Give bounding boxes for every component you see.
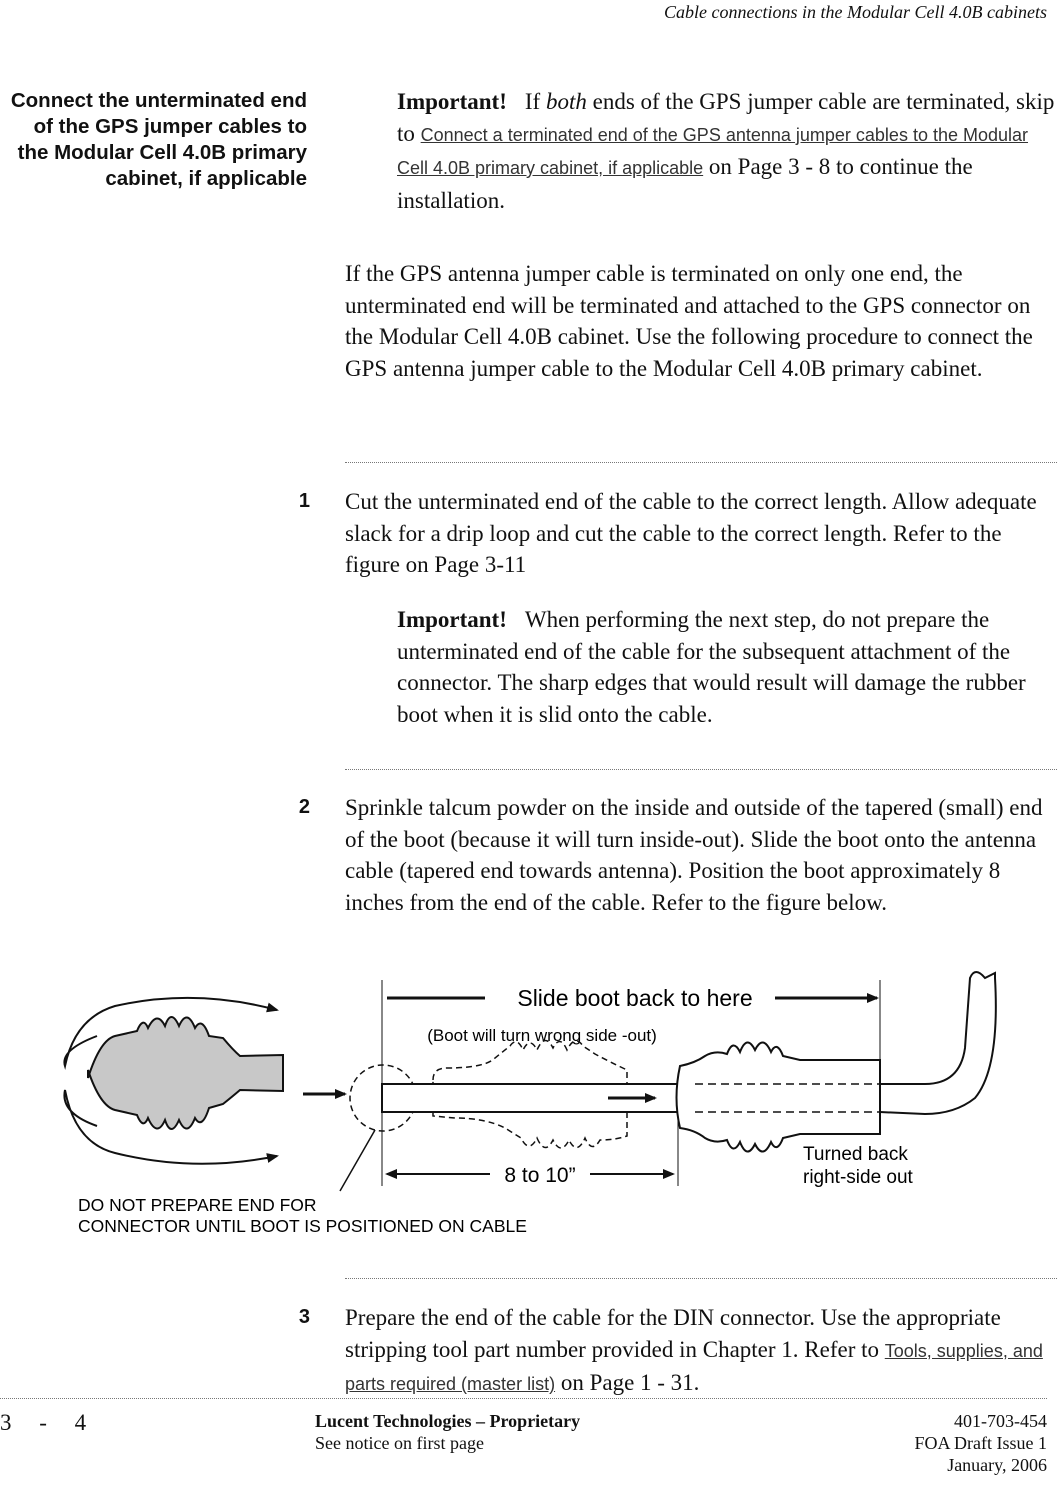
note-emphasis: both (545, 89, 587, 114)
step-text: Prepare the end of the cable for the DIN connector. Use the appropriate stripping tool part number provided in Chapter 1. Refer to (345, 1305, 1001, 1362)
step-number: 1 (298, 490, 310, 512)
running-head: Cable connections in the Modular Cell 4.0B cabinets (664, 2, 1047, 22)
step-divider (345, 462, 1057, 463)
step-text: on Page 1 - 31. (555, 1370, 700, 1395)
intro-paragraph: If the GPS antenna jumper cable is terminated on only one end, the unterminated end will be terminated and attached to the GPS connector on the Modular Cell 4.0B cabinet. Use the following procedure to connect the GPS antenna jumper cable to the Modular Cell 4.0B primary cabinet. (345, 261, 1033, 381)
section-heading: Connect the unterminated end of the GPS jumper cables to the Modular Cell 4.0B primary cabinet, if applicable (10, 89, 307, 190)
step-1-text: Cut the unterminated end of the cable to the correct length. Allow adequate slack for a drip loop and cut the cable to the correct length. Refer to the figure on Page 3-11 (345, 489, 1037, 577)
cross-reference-link[interactable]: Connect a terminated end of the GPS antenna jumper cables to the Modular Cell 4.0B primary cabinet, if applicable (397, 124, 1029, 178)
company-name: Lucent Technologies – Proprietary (315, 1411, 581, 1431)
turned-back-label-1: Turned back (803, 1144, 908, 1165)
note-text: on Page 3 - 8 to continue the installation. (397, 154, 973, 213)
slide-boot-label: Slide boot back to here (517, 985, 753, 1011)
step-divider (345, 1278, 1057, 1279)
step-number: 2 (298, 796, 310, 818)
notice-text: See notice on first page (315, 1433, 484, 1453)
issue-label: FOA Draft Issue 1 (914, 1433, 1047, 1453)
important-note-2 (397, 604, 1055, 730)
step-divider (345, 769, 1057, 770)
note-text: ends of the GPS jumper cable are terminated, skip to (397, 89, 1055, 146)
important-label: Important! (397, 607, 507, 632)
doc-number: 401-703-454 (954, 1411, 1047, 1431)
issue-date: January, 2006 (947, 1455, 1047, 1475)
leader-line (340, 1130, 375, 1191)
turned-back-label-2: right-side out (803, 1167, 913, 1188)
boot-installation-figure (55, 958, 1045, 1248)
warning-label-2: CONNECTOR UNTIL BOOT IS POSITIONED ON CABLE (78, 1216, 527, 1236)
turned-back-boot (677, 1042, 881, 1151)
warning-label-1: DO NOT PREPARE END FOR (78, 1195, 317, 1215)
important-note-1 (397, 86, 1055, 216)
step-number: 3 (298, 1306, 310, 1328)
step-2-text: Sprinkle talcum powder on the inside and outside of the tapered (small) end of the boot (because it will turn inside-out). Slide the boot onto the antenna cable (tapered end towards antenna). Position the boot approximately 8 inches from the end of the cable. Refer to the figure below. (345, 795, 1043, 915)
footer-divider (0, 1398, 1047, 1399)
step-3-text (345, 1302, 1057, 1401)
note-text: If (524, 89, 546, 114)
footer-proprietary (315, 1410, 580, 1454)
note-text: When performing the next step, do not prepare the unterminated end of the cable for the subsequent attachment of the connector. The sharp edges that would result will damage the rubber boot when it is slid onto the cable. (397, 607, 1026, 727)
footer-document-info (915, 1410, 1048, 1476)
important-label: Important! (397, 89, 507, 114)
page-number: 3 - 4 (0, 1410, 98, 1435)
cross-reference-link[interactable]: Tools, supplies, and parts required (master list) (345, 1340, 1043, 1394)
rubber-boot-drawing (88, 1017, 283, 1129)
wrong-side-label: (Boot will turn wrong side -out) (427, 1026, 657, 1045)
distance-label: 8 to 10” (504, 1164, 576, 1187)
